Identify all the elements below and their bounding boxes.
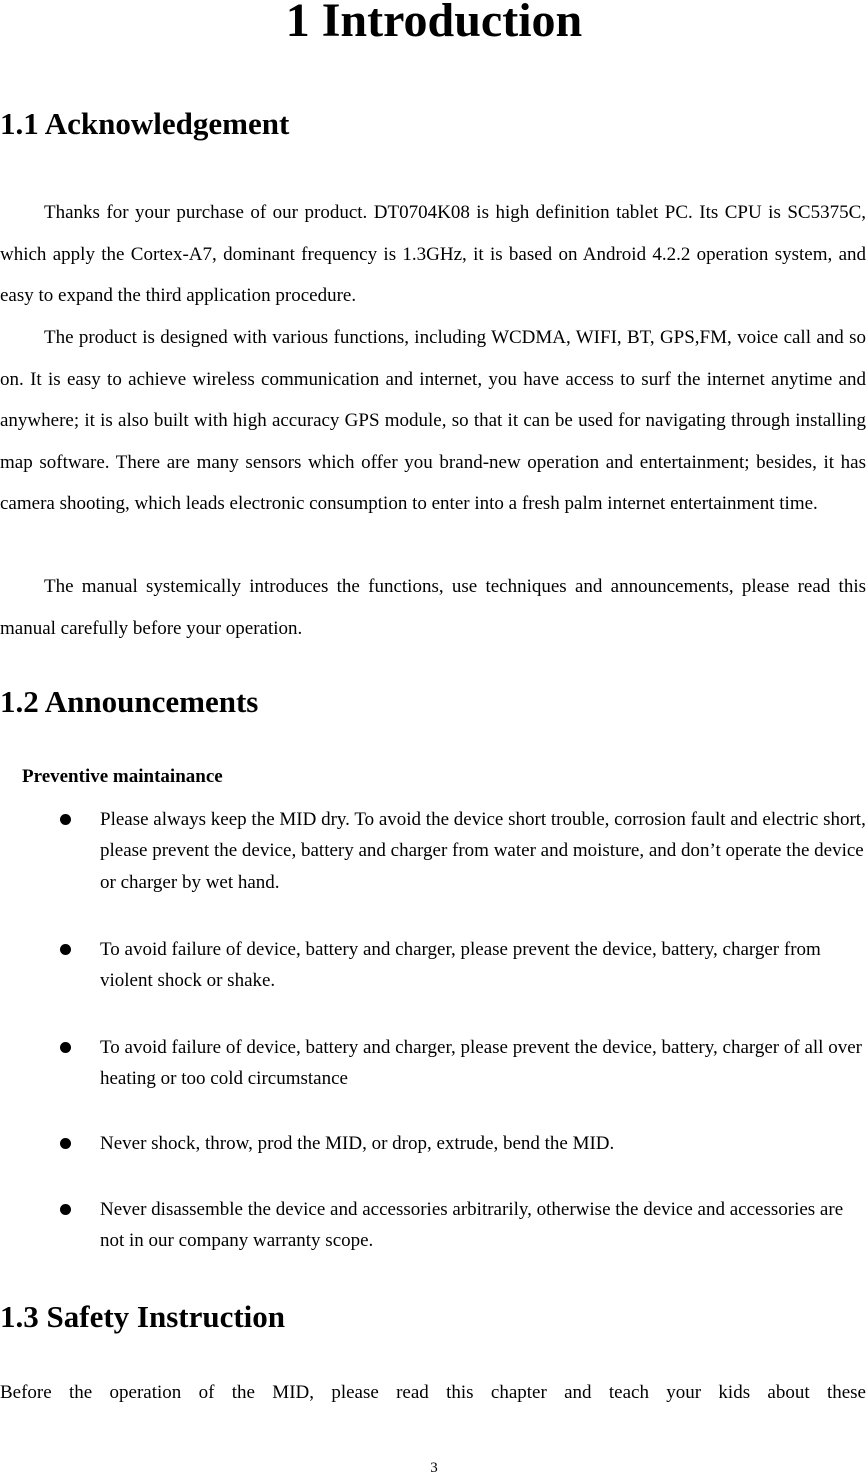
bullet-dot-icon	[60, 1042, 71, 1053]
bullet-text: Please always keep the MID dry. To avoid the device short trouble, corrosion fault and electric short, please prevent the device, battery and charger from water and moisture, and don’t operate the device or charger by wet hand.	[100, 809, 866, 893]
bullet-dot-icon	[60, 1138, 71, 1149]
bullet-text: Never disassemble the device and accessories arbitrarily, otherwise the device and accessories are not in our company warranty scope.	[100, 1199, 844, 1252]
section-heading-acknowledgement: 1.1 Acknowledgement	[0, 106, 290, 141]
acknowledgement-paragraph: The manual systemically introduces the functions, use techniques and announcements, please read this manual carefully before your operation.	[0, 576, 866, 639]
acknowledgement-paragraph: The product is designed with various functions, including WCDMA, WIFI, BT, GPS,FM, voice call and so on. It is easy to achieve wireless communication and internet, you have access to surf the internet anytime and anywhere; it is also built with high accuracy GPS module, so that it can be used for navigating through installing map software. There are many sensors which offer you brand-new operation and entertainment; besides, it has camera shooting, which leads electronic consumption to enter into a fresh palm internet entertainment time.	[0, 327, 866, 515]
bullet-text: Never shock, throw, prod the MID, or drop, extrude, bend the MID.	[100, 1133, 615, 1154]
chapter-title: 1 Introduction	[285, 0, 583, 47]
bullet-text: To avoid failure of device, battery and charger, please prevent the device, battery, charger of all over heating or too cold circumstance	[100, 1037, 862, 1090]
page-number: 3	[430, 1460, 438, 1476]
section-heading-safety-instruction: 1.3 Safety Instruction	[0, 1299, 286, 1334]
preventive-maintainance-subheading: Preventive maintainance	[22, 766, 223, 787]
section-heading-announcements: 1.2 Announcements	[0, 684, 259, 719]
bullet-dot-icon	[60, 944, 71, 955]
safety-instruction-paragraph: Before the operation of the MID, please read this chapter and teach your kids about these	[0, 1382, 866, 1403]
bullet-dot-icon	[60, 814, 71, 825]
bullet-text: To avoid failure of device, battery and charger, please prevent the device, battery, charger from violent shock or shake.	[100, 939, 821, 992]
acknowledgement-paragraph: Thanks for your purchase of our product. DT0704K08 is high definition tablet PC. Its CPU is SC5375C, which apply the Cortex-A7, dominant frequency is 1.3GHz, it is based on Android 4.2.2 operation system, and easy to expand the third application procedure.	[0, 202, 866, 307]
bullet-dot-icon	[60, 1204, 71, 1215]
